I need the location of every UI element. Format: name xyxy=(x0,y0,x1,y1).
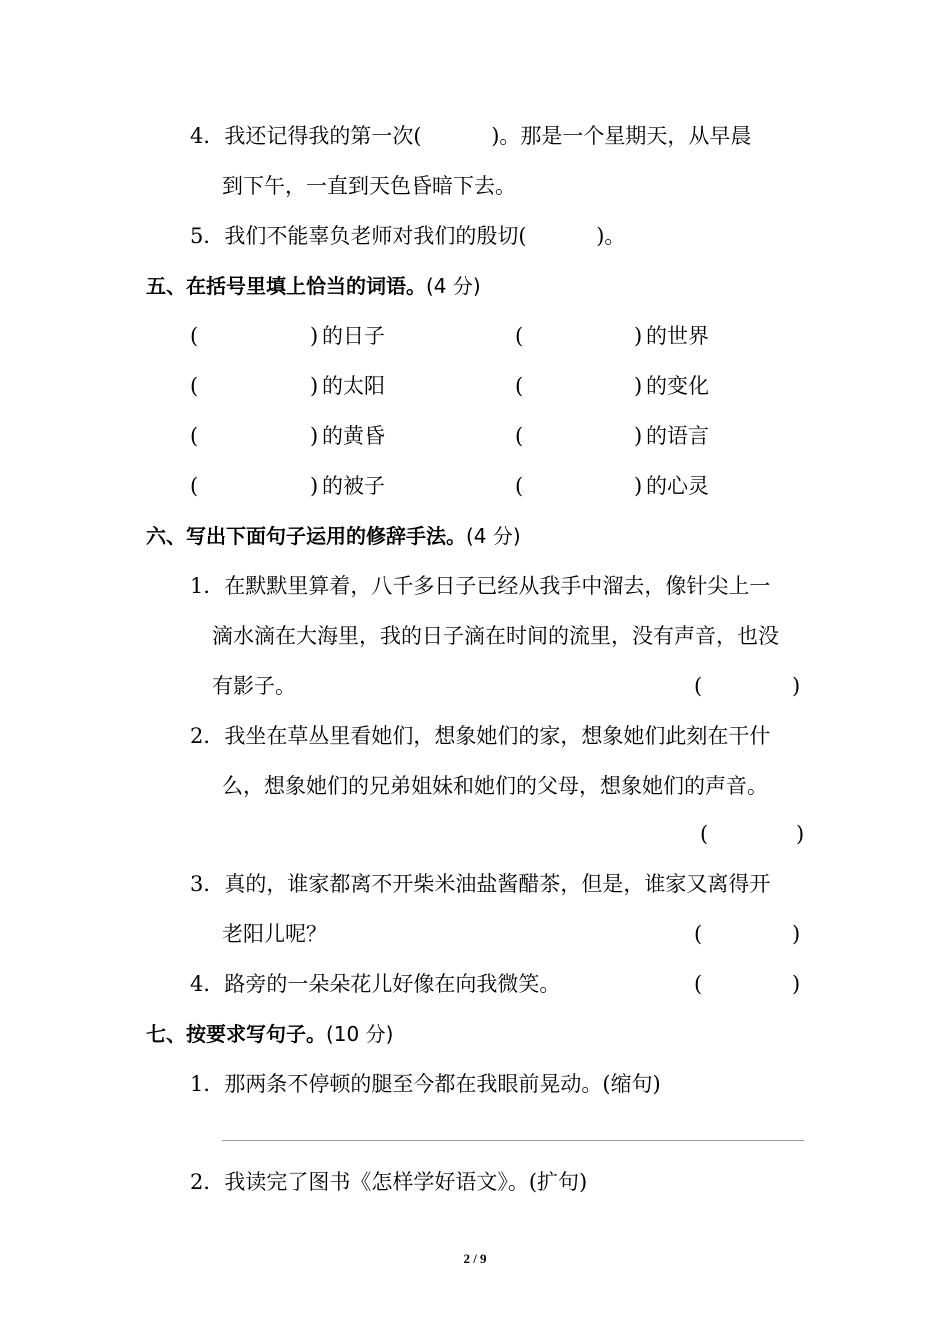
phrase-right: 的语言 xyxy=(646,424,709,448)
section5-heading xyxy=(146,272,481,300)
blank-open-paren[interactable]: ( xyxy=(515,374,524,398)
blank-open-paren[interactable]: ( xyxy=(515,424,524,448)
page-number: 2 / 9 xyxy=(463,1251,487,1266)
phrase-left: 的黄昏 xyxy=(322,424,385,448)
section6-title: 六、写出下面句子运用的修辞手法。 xyxy=(146,524,466,548)
answer-close-paren: ) xyxy=(792,972,801,996)
answer-close-paren: ) xyxy=(792,674,801,698)
phrase-left: 的被子 xyxy=(322,474,385,498)
answer-open-paren[interactable]: ( xyxy=(694,922,703,946)
answer-close-paren: ) xyxy=(792,922,801,946)
s6-q1-line-3: 有影子。 xyxy=(212,674,296,698)
blank-close-paren: ) xyxy=(634,424,643,448)
blank-close-paren: ) xyxy=(634,324,643,348)
section7-title: 七、按要求写句子。 xyxy=(146,1022,326,1046)
answer-open-paren[interactable]: ( xyxy=(694,674,703,698)
blank-close-paren: ) xyxy=(310,424,319,448)
answer-open-paren[interactable]: ( xyxy=(694,972,703,996)
section7-heading xyxy=(146,1020,393,1048)
phrase-left: 的太阳 xyxy=(322,374,385,398)
section5-title: 五、在括号里填上恰当的词语。 xyxy=(146,274,426,298)
s6-q1-line-2: 滴水滴在大海里，我的日子滴在时间的流里，没有声音，也没 xyxy=(212,624,779,648)
s6-q1-line-1: 1．在默默里算着，八千多日子已经从我手中溜去，像针尖上一 xyxy=(190,574,771,598)
blank-open-paren[interactable]: ( xyxy=(190,424,199,448)
s6-q2-line-2: 么，想象她们的兄弟姐妹和她们的父母，想象她们的声音。 xyxy=(222,774,768,798)
blank-close-paren: ) xyxy=(310,324,319,348)
phrase-right: 的世界 xyxy=(646,324,709,348)
answer-write-line[interactable] xyxy=(222,1140,804,1141)
q5-line-1: 5．我们不能辜负老师对我们的殷切( )。 xyxy=(190,224,626,248)
section7-points: (10 分) xyxy=(326,1022,394,1046)
s6-q2-line-1: 2．我坐在草丛里看她们，想象她们的家，想象她们此刻在干什 xyxy=(190,724,771,748)
phrase-right: 的变化 xyxy=(646,374,709,398)
blank-open-paren[interactable]: ( xyxy=(515,324,524,348)
blank-close-paren: ) xyxy=(634,374,643,398)
s7-q2-line-1: 2．我读完了图书《怎样学好语文》。(扩句) xyxy=(190,1170,588,1194)
phrase-right: 的心灵 xyxy=(646,474,709,498)
blank-close-paren: ) xyxy=(310,374,319,398)
blank-open-paren[interactable]: ( xyxy=(190,324,199,348)
blank-close-paren: ) xyxy=(310,474,319,498)
answer-open-paren[interactable]: ( xyxy=(700,822,709,846)
q4-line-1: 4．我还记得我的第一次( )。那是一个星期天，从早晨 xyxy=(190,124,752,148)
s6-q4-line-1: 4．路旁的一朵朵花儿好像在向我微笑。 xyxy=(190,972,561,996)
s7-q1-line-1: 1．那两条不停顿的腿至今都在我眼前晃动。(缩句) xyxy=(190,1072,661,1096)
section6-heading xyxy=(146,522,521,550)
blank-close-paren: ) xyxy=(634,474,643,498)
blank-open-paren[interactable]: ( xyxy=(515,474,524,498)
blank-open-paren[interactable]: ( xyxy=(190,474,199,498)
phrase-left: 的日子 xyxy=(322,324,385,348)
s6-q3-line-2: 老阳儿呢？ xyxy=(222,922,327,946)
q4-line-2: 到下午，一直到天色昏暗下去。 xyxy=(222,174,516,198)
section6-points: (4 分) xyxy=(466,524,521,548)
blank-open-paren[interactable]: ( xyxy=(190,374,199,398)
s6-q3-line-1: 3．真的，谁家都离不开柴米油盐酱醋茶，但是，谁家又离得开 xyxy=(190,872,771,896)
section5-points: (4 分) xyxy=(426,274,481,298)
answer-close-paren: ) xyxy=(796,822,805,846)
